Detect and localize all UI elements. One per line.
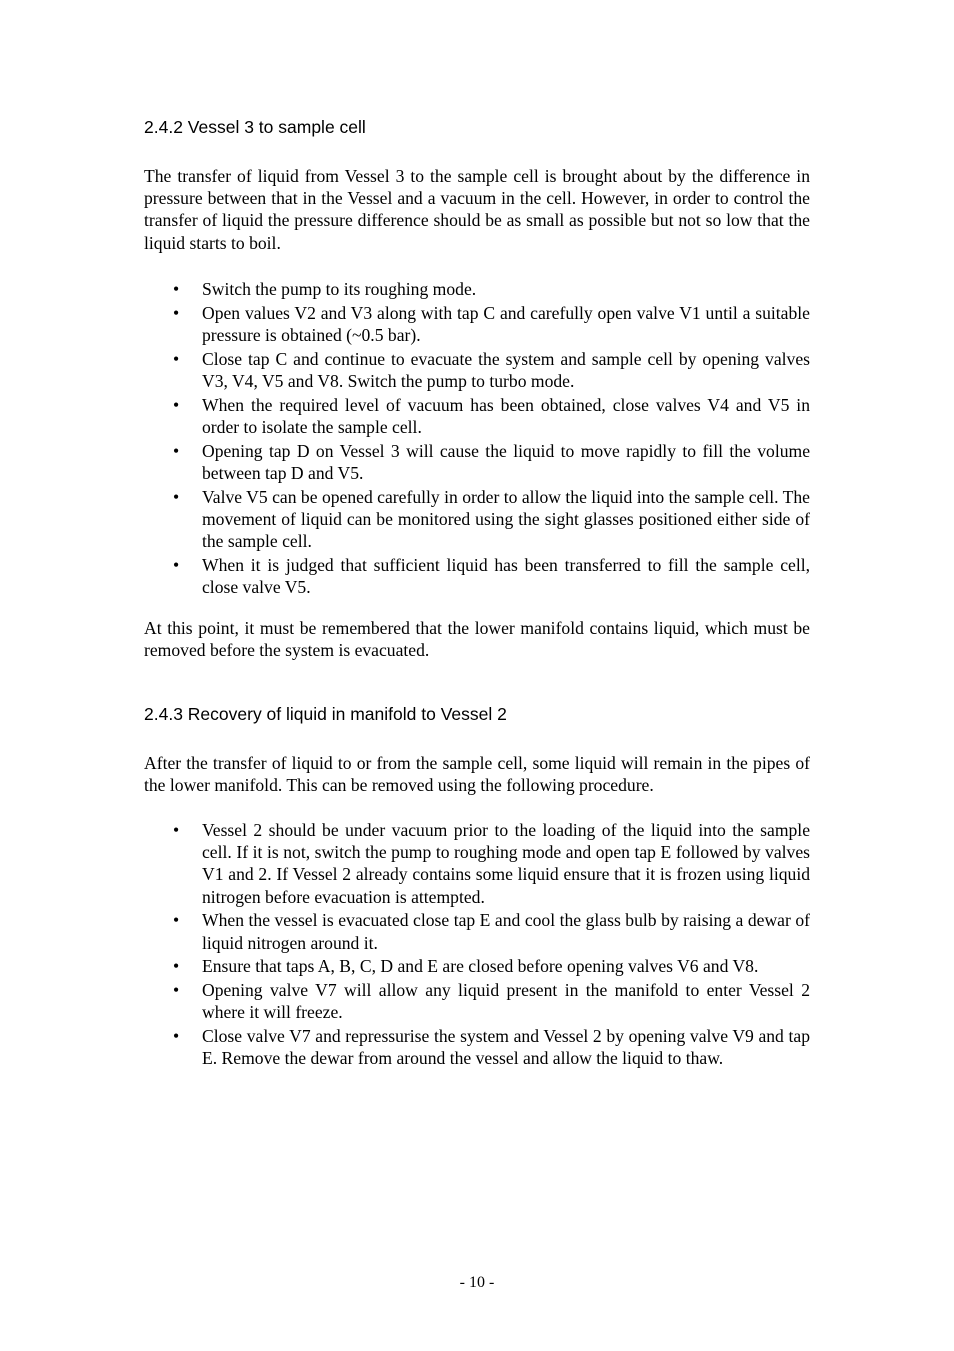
section-1-bullet-list [144,278,810,600]
section-heading-2-4-3: 2.4.3 Recovery of liquid in manifold to Vessel 2 [144,704,507,724]
list-item-text: Close tap C and continue to evacuate the system and sample cell by opening valves V3, V4, V5 and V8. Switch the pump to turbo mode. [202,348,810,391]
section-1-intro-paragraph: The transfer of liquid from Vessel 3 to the sample cell is brought about by the difference in pressure between that in the Vessel and a vacuum in the cell. However, in order to control the transfer of liquid the pressure difference should be as small as possible but not so low that the liquid starts to boil. [144,166,810,253]
list-item [144,554,810,598]
bullet-icon: • [173,555,180,575]
list-item-text: When the vessel is evacuated close tap E and cool the glass bulb by raising a dewar of liquid nitrogen around it. [202,910,810,953]
section-2-bullet-list [144,819,810,1071]
list-item-text: Opening tap D on Vessel 3 will cause the liquid to move rapidly to fill the volume between tap D and V5. [202,440,810,483]
section-heading-2-4-2: 2.4.2 Vessel 3 to sample cell [144,117,366,137]
list-item-text: Vessel 2 should be under vacuum prior to the loading of the liquid into the sample cell. If it is not, switch the pump to roughing mode and open tap E followed by valves V1 and 2. If Vessel 2 already contains some liquid ensure that it is frozen using liquid nitrogen before evacuation is attempted. [202,820,810,907]
list-item [144,909,810,953]
list-item [144,819,810,908]
bullet-icon: • [173,440,180,461]
list-item [144,348,810,392]
list-item-text: Switch the pump to its roughing mode. [202,279,477,299]
section-2-intro-paragraph: After the transfer of liquid to or from the sample cell, some liquid will remain in the pipes of the lower manifold. This can be removed using the following procedure. [144,753,810,796]
list-item [144,1025,810,1069]
bullet-icon: • [173,348,180,369]
list-item [144,302,810,346]
list-item-text: When the required level of vacuum has been obtained, close valves V4 and V5 in order to isolate the sample cell. [202,394,810,437]
list-item [144,440,810,484]
list-item [144,955,810,977]
bullet-icon: • [173,486,180,507]
list-item-text: When it is judged that sufficient liquid has been transferred to fill the sample cell, close valve V5. [202,555,810,598]
list-item-text: Ensure that taps A, B, C, D and E are closed before opening valves V6 and V8. [202,956,759,977]
list-item-text: Opening valve V7 will allow any liquid present in the manifold to enter Vessel 2 where it will freeze. [202,980,810,1023]
bullet-icon: • [173,279,180,299]
list-item [144,979,810,1023]
section-1-outro-paragraph: At this point, it must be remembered that the lower manifold contains liquid, which must be removed before the system is evacuated. [144,618,810,661]
bullet-icon: • [173,980,180,1001]
bullet-icon: • [173,910,180,931]
list-item [144,394,810,438]
bullet-icon: • [173,302,180,323]
list-item [144,278,810,300]
bullet-icon: • [173,956,180,977]
bullet-icon: • [173,394,180,415]
bullet-icon: • [173,1026,180,1047]
list-item-text: Close valve V7 and repressurise the system and Vessel 2 by opening valve V9 and tap E. Remove the dewar from around the vessel and allow the liquid to thaw. [202,1026,810,1069]
page-number: - 10 - [459,1274,495,1291]
list-item [144,486,810,553]
bullet-icon: • [173,820,180,840]
list-item-text: Valve V5 can be opened carefully in order to allow the liquid into the sample cell. The movement of liquid can be monitored using the sight glasses positioned either side of the sample cell. [202,486,810,552]
list-item-text: Open values V2 and V3 along with tap C and carefully open valve V1 until a suitable pressure is obtained (~0.5 bar). [202,302,810,345]
